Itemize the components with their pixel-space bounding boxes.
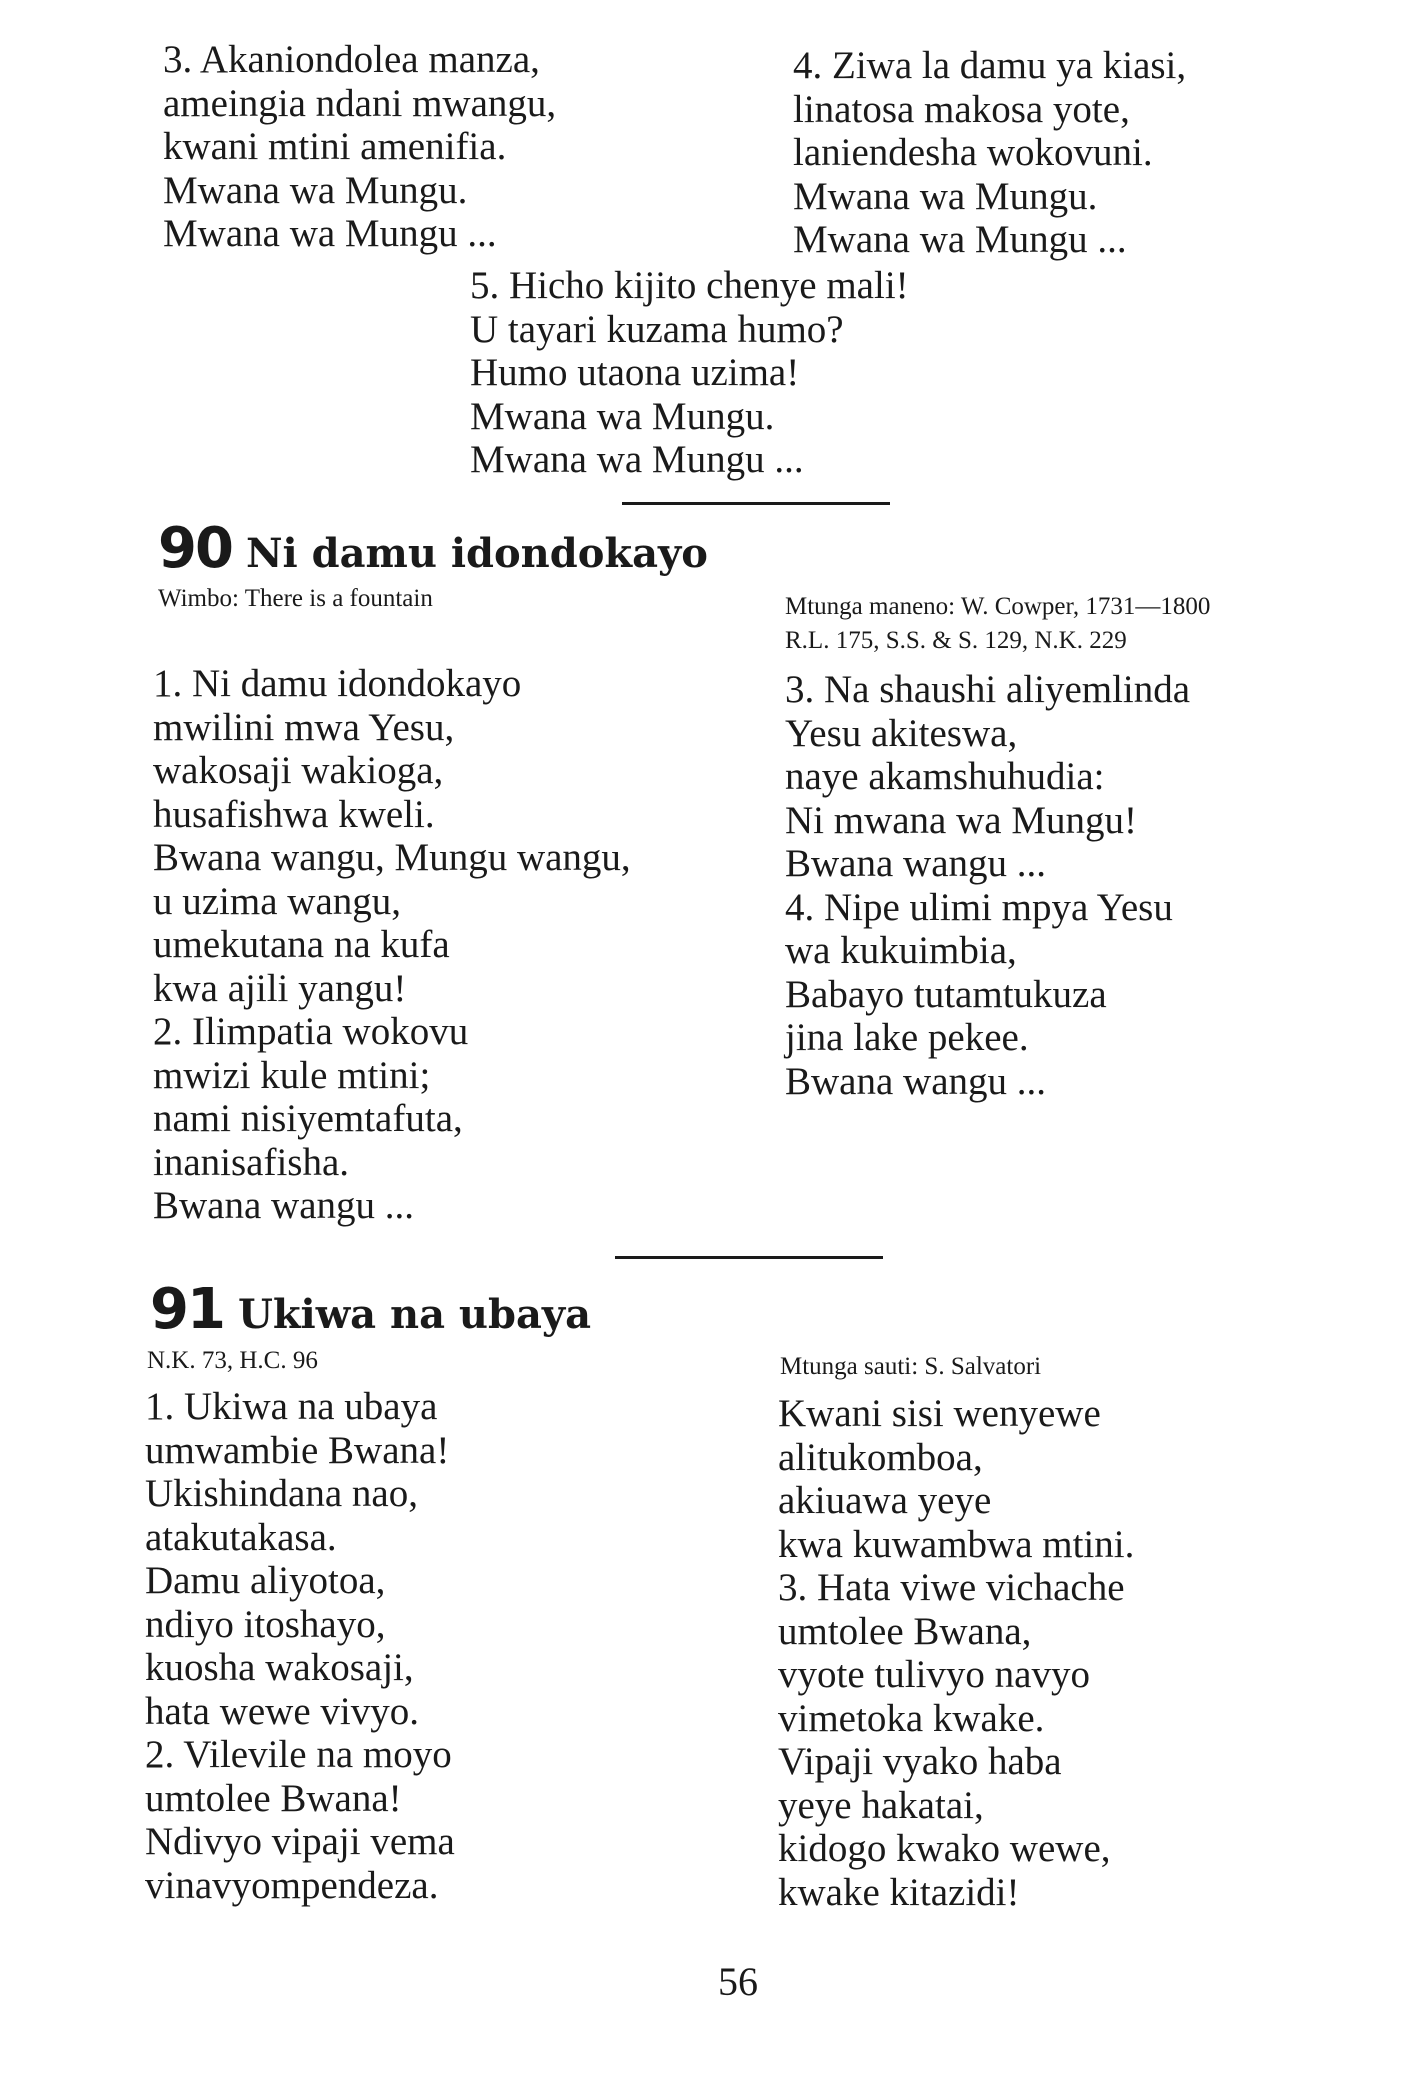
hymn-number: 91 — [150, 1277, 224, 1342]
verse-line: Vipaji vyako haba — [778, 1740, 1062, 1783]
verse-line: 4. Ziwa la damu ya kiasi, — [793, 44, 1187, 87]
verse-line: vinavyompendeza. — [145, 1863, 439, 1907]
verse-line: 3. Na shaushi aliyemlinda — [785, 668, 1191, 711]
verse-line: 2. Vilevile na moyo — [145, 1733, 452, 1776]
verse-line: Bwana wangu ... — [153, 1184, 415, 1227]
verse-line: Babayo tutamtukuza — [785, 972, 1107, 1016]
verse-line: umwambie Bwana! — [145, 1428, 450, 1472]
verse-line: vimetoka kwake. — [778, 1696, 1045, 1740]
verse-line: umekutana na kufa — [153, 923, 450, 966]
hymn-90-tune — [158, 582, 433, 616]
divider-rule — [622, 502, 890, 505]
verse-line: Mwana wa Mungu ... — [793, 218, 1127, 261]
verse-line: wa kukuimbia, — [785, 929, 1017, 972]
tune-label: Wimbo: There is a fountain — [158, 585, 433, 612]
hymn-91-right-column — [778, 1392, 1134, 1914]
verse-line: kwa kuwambwa mtini. — [778, 1522, 1135, 1566]
verse-line: alitukomboa, — [778, 1435, 983, 1479]
hymn-91-heading — [150, 1277, 591, 1342]
hymn-90-heading — [158, 516, 708, 581]
verse-line: ameingia ndani mwangu, — [163, 81, 557, 125]
hymn-90-left-column — [153, 662, 631, 1228]
references-label: N.K. 73, H.C. 96 — [147, 1347, 318, 1374]
verse-line: Mwana wa Mungu. — [470, 394, 775, 438]
verse-line: Bwana wangu, Mungu wangu, — [153, 836, 631, 879]
verse-line: kwa ajili yangu! — [153, 966, 407, 1010]
verse-line: Mwana wa Mungu. — [163, 168, 468, 212]
verse-line: 2. Ilimpatia wokovu — [153, 1010, 469, 1053]
author-label: Mtunga maneno: W. Cowper, 1731—1800 — [785, 593, 1211, 620]
verse-line: umtolee Bwana! — [145, 1776, 402, 1820]
verse-line: wakosaji wakioga, — [153, 749, 444, 792]
verse-line: Bwana wangu ... — [785, 1059, 1047, 1103]
verse-line: 4. Nipe ulimi mpya Yesu — [785, 885, 1173, 929]
verse-line: Ukishindana nao, — [145, 1472, 418, 1515]
verse-line: Mwana wa Mungu. — [793, 174, 1098, 218]
verse-line: Bwana wangu ... — [785, 842, 1047, 885]
verse-line: 1. Ni damu idondokayo — [153, 662, 522, 705]
page-number: 56 — [718, 1959, 758, 2004]
verse-line: Mwana wa Mungu ... — [470, 438, 804, 481]
hymn-90-credits — [785, 590, 1210, 658]
verse-line: nami nisiyemtafuta, — [153, 1097, 463, 1140]
verse-line: naye akamshuhudia: — [785, 755, 1105, 798]
verse-line: inanisafisha. — [153, 1140, 350, 1184]
hymn-91-references — [147, 1344, 318, 1378]
composer-label: Mtunga sauti: S. Salvatori — [780, 1353, 1042, 1380]
verse-line: kidogo kwako wewe, — [778, 1827, 1111, 1870]
verse-line: laniendesha wokovuni. — [793, 131, 1153, 174]
verse-line: husafishwa kweli. — [153, 792, 435, 836]
verse-line: umtolee Bwana, — [778, 1609, 1032, 1653]
hymn-title: Ni damu idondokayo — [245, 530, 708, 577]
verse-line: 3. Akaniondolea manza, — [163, 38, 540, 81]
verse-line: akiuawa yeye — [778, 1479, 992, 1522]
verse-5 — [470, 264, 909, 482]
verse-3 — [163, 38, 556, 256]
verse-line: mwilini mwa Yesu, — [153, 705, 455, 749]
references-label: R.L. 175, S.S. & S. 129, N.K. 229 — [785, 627, 1127, 654]
verse-line: U tayari kuzama humo? — [470, 307, 844, 351]
hymn-number: 90 — [158, 516, 232, 581]
verse-line: Damu aliyotoa, — [145, 1559, 386, 1602]
hymn-91-composer — [780, 1350, 1041, 1384]
verse-line: Yesu akiteswa, — [785, 711, 1018, 755]
verse-line: yeye hakatai, — [778, 1783, 984, 1827]
verse-line: Kwani sisi wenyewe — [778, 1392, 1101, 1435]
hymn-91-left-column — [145, 1385, 455, 1907]
verse-line: kuosha wakosaji, — [145, 1646, 414, 1689]
verse-line: u uzima wangu, — [153, 879, 402, 923]
verse-line: mwizi kule mtini; — [153, 1053, 431, 1097]
verse-line: Ni mwana wa Mungu! — [785, 798, 1138, 842]
verse-line: atakutakasa. — [145, 1515, 337, 1559]
verse-line: linatosa makosa yote, — [793, 87, 1130, 131]
verse-line: vyote tulivyo navyo — [778, 1653, 1090, 1696]
verse-line: hata wewe vivyo. — [145, 1689, 419, 1733]
verse-line: 3. Hata viwe vichache — [778, 1566, 1125, 1609]
verse-line: 1. Ukiwa na ubaya — [145, 1385, 438, 1428]
verse-line: ndiyo itoshayo, — [145, 1602, 386, 1646]
hymn-title: Ukiwa na ubaya — [237, 1291, 592, 1338]
hymn-90-right-column — [785, 668, 1190, 1103]
verse-4 — [793, 44, 1186, 262]
verse-line: Humo utaona uzima! — [470, 351, 800, 394]
verse-line: kwake kitazidi! — [778, 1870, 1020, 1914]
verse-line: 5. Hicho kijito chenye mali! — [470, 264, 909, 307]
divider-rule — [615, 1256, 883, 1259]
verse-line: jina lake pekee. — [785, 1016, 1029, 1059]
verse-line: Ndivyo vipaji vema — [145, 1820, 455, 1863]
verse-line: Mwana wa Mungu ... — [163, 212, 497, 255]
verse-line: kwani mtini amenifia. — [163, 125, 507, 168]
